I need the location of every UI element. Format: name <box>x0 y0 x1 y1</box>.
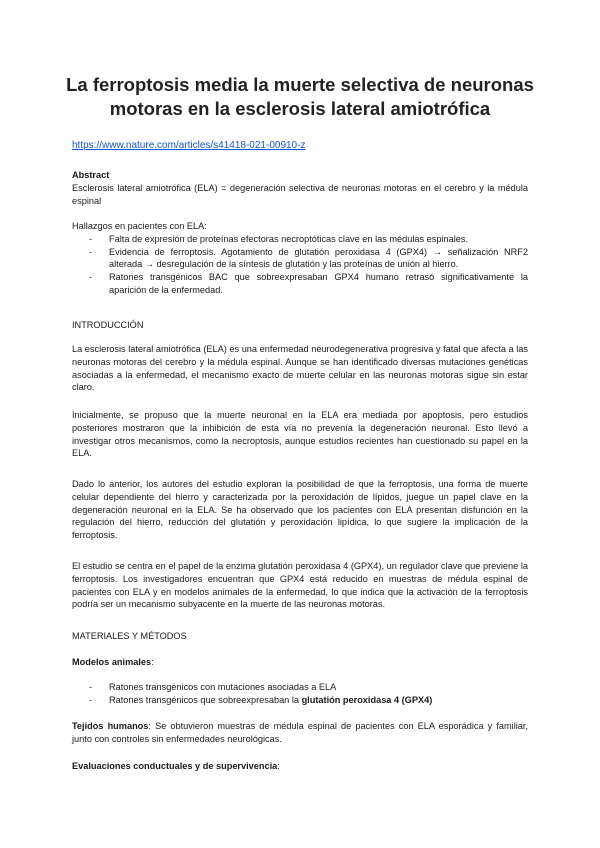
list-item: - Ratones transgénicos que sobreexpresaban la glutatión peroxidasa 4 (GPX4) <box>89 694 433 705</box>
models-list <box>72 681 528 707</box>
list-item: - Evidencia de ferroptosis. Agotamiento de glutatión peroxidasa 4 (GPX4) → señalización NRF2 alterada → desregulación de la síntesis de glutatión y las proteínas de unión al hierro. <box>89 246 528 270</box>
intro-heading: INTRODUCCIÓN <box>72 320 144 330</box>
intro-paragraph: Inicialmente, se propuso que la muerte neuronal en la ELA era mediada por apoptosis, pero estudios posteriores mostraron que la inhibición de esta vía no prevenía la degeneración neuronal. Esto llevó a investigar otros mecanismos, como la necroptosis, aunque estudios recientes han cuestionado su papel en la ELA. <box>72 410 528 459</box>
findings-list <box>72 233 528 297</box>
intro-paragraph: La esclerosis lateral amiotrófica (ELA) es una enfermedad neurodegenerativa progresiva y fatal que afecta a las neuronas motoras del cerebro y la médula espinal. Aunque se han identificado diversas mutaciones genéticas asociadas a la enfermedad, el mecanismo exacto de muerte celular en las neuronas motoras sigue sin estar claro. <box>72 344 528 393</box>
list-item: - Ratones transgénicos con mutaciones asociadas a ELA <box>89 682 337 692</box>
abstract-text: Esclerosis lateral amiotrófica (ELA) = degeneración selectiva de neuronas motoras en el cerebro y la médula espinal <box>72 182 528 206</box>
models-label-line: Modelos animales: <box>72 657 154 667</box>
intro-paragraph: El estudio se centra en el papel de la enzima glutatión peroxidasa 4 (GPX4), un regulador clave que previene la ferroptosis. Los investigadores encuentran que GPX4 está reducido en muestras de médula espinal de pacientes con ELA y en modelos animales de la enfermedad, lo que indica que la activación de la ferroptosis podría ser un mecanismo subyacente en la muerte de las neuronas motoras. <box>72 561 528 610</box>
tissues-label: Tejidos humanos <box>72 721 149 731</box>
link-block <box>72 139 528 153</box>
findings-section <box>72 220 528 297</box>
findings-intro: Hallazgos en pacientes con ELA: <box>72 221 207 231</box>
abstract-section <box>72 169 528 207</box>
models-label: Modelos animales <box>72 657 152 667</box>
article-link[interactable]: https://www.nature.com/articles/s41418-021-00910-z <box>72 140 306 151</box>
intro-paragraph: Dado lo anterior, los autores del estudio exploran la posibilidad de que la ferroptosis, una forma de muerte celular dependiente del hierro y caracterizada por la peroxidación de lípidos, juegue un papel clave en la degeneración neuronal en la ELA. Se ha observado que los pacientes con ELA presentan disfunción en la regulación del hierro, reducción del glutatión y peroxidación lipídica, lo que sugiere la implicación de la ferroptosis. <box>72 479 528 541</box>
list-item: - Falta de expresión de proteínas efectoras necroptóticas clave en las médulas espinales. <box>89 233 469 244</box>
tissues-paragraph: Tejidos humanos: Se obtuvieron muestras de médula espinal de pacientes con ELA esporádica y familiar, junto con controles sin enfermedades neurológicas. <box>72 721 528 744</box>
methods-heading: MATERIALES Y MÉTODOS <box>72 631 187 641</box>
list-item: - Ratones transgénicos BAC que sobreexpresaban GPX4 humano retrasó significativamente la aparición de la enfermedad. <box>89 272 528 295</box>
document-title: La ferroptosis media la muerte selectiva de neuronas motoras en la esclerosis lateral amiotrófica <box>66 74 534 119</box>
abstract-heading: Abstract <box>72 170 110 180</box>
evals-label-line: Evaluaciones conductuales y de supervivencia: <box>72 761 280 771</box>
evals-label: Evaluaciones conductuales y de supervivencia <box>72 761 278 771</box>
